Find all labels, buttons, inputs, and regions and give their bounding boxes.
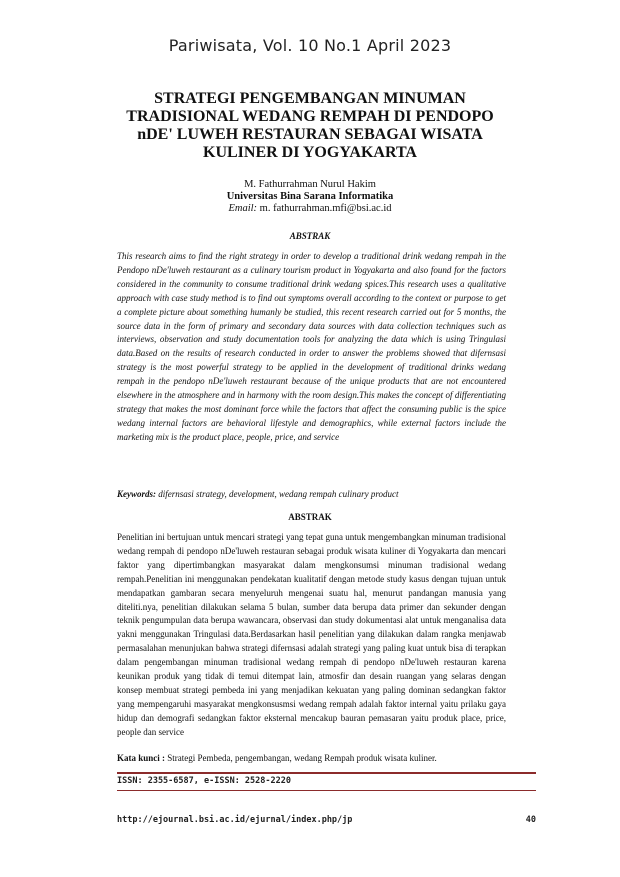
abstract-id-text: Penelitian ini bertujuan untuk mencari strategi yang tepat guna untuk mengembangkan minuman tradisional wedang rempah di pendopo nDe'luweh restauran sebagai produk wisata kuliner di Yogyakarta dan mencari faktor yang dipertimbangkan masyarakat dalam mengkonsumsi minuman tradisional wedang rempah.Penelitian ini menggunakan pendekatan kualitatif dengan metode study kasus dengan tujuan untuk mendapatkan gambaran secara menyeluruh mengenai suatu hal, menurut pandangan manusia yang diteliti.nya, penelitian dilakukan selama 5 bulan, sumber data berupa data primer dan sekunder dengan teknik pengumpulan data berupa wawancara, observasi dan study dokumentasi alat untuk menganalisa data yakni menggunakan Tringulasi data.Berdasarkan hasil penelitian yang dilakukan dalam rangka menjawab permasalahan menunjukan bahwa strategi difernsasi adalah strategi yang paling kuat untuk bisa di terapkan dalam pengembangan minuman tradisional wedang rempah di pendopo nDe'luweh restauran karena keunikan produk yang tidak di temui ditempat lain, atmosfir dan desain ruangan yang selaras dengan konsep membuat strategi pembeda ini yang menjadikan kekuatan yang paling dominan sedangkan faktor yang mempengaruhi masyarakat mengkonsusmsi wedang rempah adalah faktor internal yaitu prilaku gaya hidup dan demografi sedangkan faktor eksternal mencakup bauran pemasaran yaitu produk place, price, people dan service (117, 532, 506, 737)
keywords-en-label: Keywords: (117, 489, 156, 499)
keywords-id-text: Strategi Pembeda, pengembangan, wedang Rempah produk wisata kuliner. (167, 753, 437, 763)
author-block (0, 179, 620, 215)
abstract-id-heading: ABSTRAK (288, 512, 332, 522)
journal-header: Pariwisata, Vol. 10 No.1 April 2023 (168, 36, 452, 55)
title-line-4: KULINER DI YOGYAKARTA (203, 144, 417, 161)
title-line-3: nDE' LUWEH RESTAURAN SEBAGAI WISATA (137, 126, 483, 143)
keywords-en-text: difernsasi strategy, development, wedang rempah culinary product (158, 489, 399, 499)
footer-divider-top (117, 772, 536, 774)
footer-url-link[interactable]: http://ejournal.bsi.ac.id/ejurnal/index.php/jp (117, 815, 353, 825)
email-label: Email: (228, 203, 258, 214)
keywords-en (117, 488, 507, 500)
author-email-line (0, 203, 620, 215)
author-affiliation: Universitas Bina Sarana Informatika (226, 191, 394, 202)
article-title (110, 90, 510, 162)
title-line-2: TRADISIONAL WEDANG REMPAH DI PENDOPO (126, 108, 494, 125)
footer-divider-bottom (117, 790, 536, 791)
abstract-en-text: This research aims to find the right strategy in order to develop a traditional drink wedang rempah in the Pendopo nDe'luweh restaurant as a culinary tourism product in Yogyakarta and also found for the factors considered in the community to consume traditional drink wedang spices.This research uses a qualitative approach with case study method is to find out symptoms overall according to the context or purpose to get a complete picture about something humanly be studied, this recent research carried out for 5 months, the source data in the form of primary and secondary data sources with data collection techniques such as interviews, observation and study documentation tools for analyzing the data which is using Tringulasi data.Based on the results of research conducted in order to answer the problems showed that difernsasi strategy is the most powerful strategy to be applied in the development of traditional drinks wedang rempah in the pendopo nDe'luweh restaurant because of the unique products that are not encountered elsewhere in the atmosphere and in harmony with the room design.This makes the concept of differentiating strategy that makes the most dominant force while the factors that affect the consuming public is the spice wedang internal factors are behavioral lifestyle and demographics, while external factors include the marketing mix is the product place, people, price, and service (117, 251, 506, 442)
abstract-en-heading: ABSTRAK (289, 231, 331, 241)
title-line-1: STRATEGI PENGEMBANGAN MINUMAN (154, 90, 466, 107)
page-number: 40 (525, 815, 536, 825)
keywords-id (117, 752, 527, 764)
author-email: m. fathurrahman.mfi@bsi.ac.id (259, 203, 392, 214)
author-name: M. Fathurrahman Nurul Hakim (244, 179, 376, 190)
keywords-id-label: Kata kunci : (117, 753, 166, 763)
footer-issn: ISSN: 2355-6587, e-ISSN: 2528-2220 (117, 776, 291, 786)
